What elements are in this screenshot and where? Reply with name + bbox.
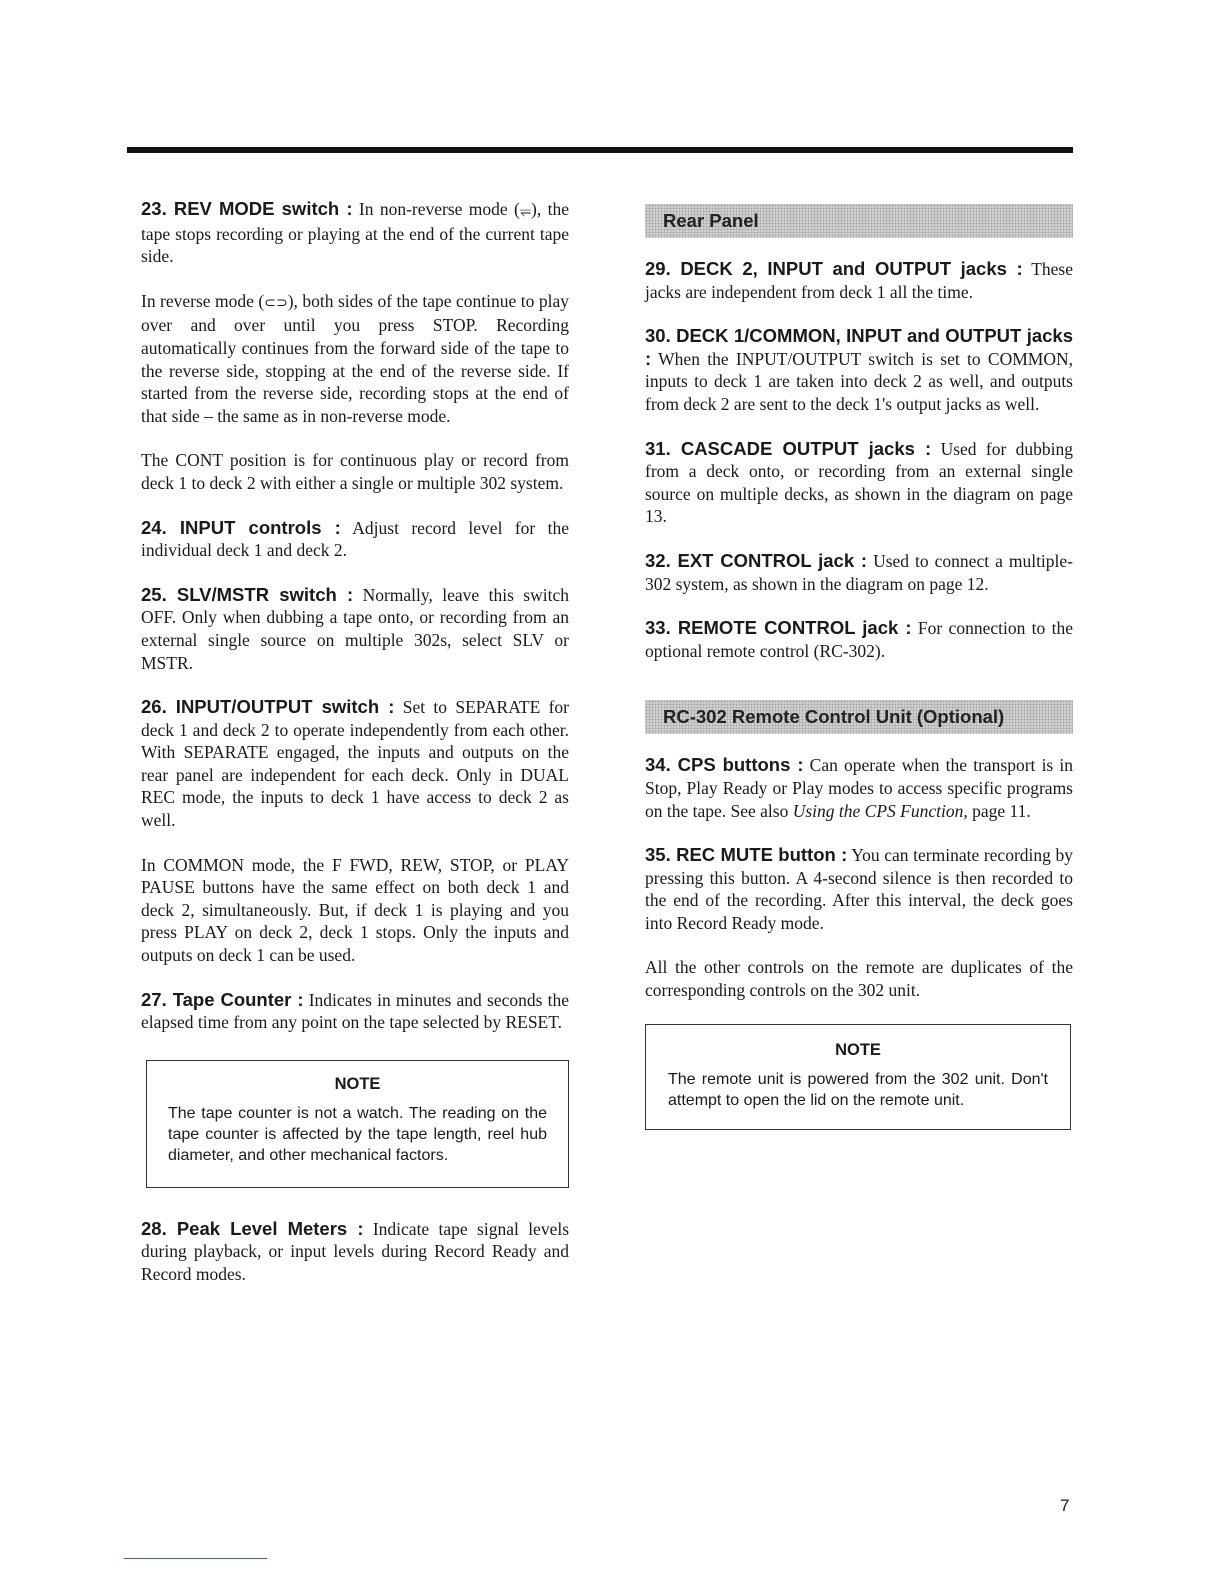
rear-panel-heading: Rear Panel bbox=[645, 204, 1073, 238]
item-25-slv-mstr: 25. SLV/MSTR switch : Normally, leave this switch OFF. Only when dubbing a tape onto, or recording from an external single source on multiple 302s, select SLV or MSTR. bbox=[141, 583, 569, 673]
item-35-rec-mute: 35. REC MUTE button : You can terminate recording by pressing this button. A 4-second silence is then recorded to the end of the recording. After this interval, the deck goes into Record Ready mode. bbox=[645, 844, 1073, 933]
item-24-input-controls: 24. INPUT controls : Adjust record level for the individual deck 1 and deck 2. bbox=[141, 516, 570, 561]
top-rule bbox=[127, 147, 1073, 153]
item-heading: 26. INPUT/OUTPUT switch : bbox=[141, 696, 395, 718]
item-heading: 34. CPS buttons : bbox=[645, 754, 804, 776]
item-heading: 23. REV MODE switch : bbox=[141, 198, 353, 219]
note-body: The remote unit is powered from the 302 unit. Don't attempt to open the lid on the remote unit. bbox=[668, 1070, 1048, 1109]
item-heading: 32. EXT CONTROL jack : bbox=[645, 549, 868, 571]
non-reverse-mode-icon: ⥫ bbox=[519, 203, 532, 219]
item-28-peak-level-meters: 28. Peak Level Meters : Indicate tape signal levels during playback, or input levels during Record Ready and Record modes. bbox=[141, 1217, 570, 1284]
cross-reference: Using the CPS Function, bbox=[792, 800, 968, 821]
item-heading: 31. CASCADE OUTPUT jacks : bbox=[645, 437, 932, 459]
page-number: 7 bbox=[1060, 1496, 1070, 1515]
item-heading: 29. DECK 2, INPUT and OUTPUT jacks : bbox=[645, 258, 1023, 279]
item-26-common-mode: In COMMON mode, the F FWD, REW, STOP, or PLAY PAUSE buttons have the same effect on both deck 1 and deck 2, simultaneously. But, if deck 1 is playing and you press PLAY on deck 2, deck 1 stops. Only the inputs and outputs on deck 1 can be used. bbox=[141, 854, 569, 966]
note-title: NOTE bbox=[835, 1040, 881, 1059]
item-heading: 30. DECK 1/COMMON, INPUT and OUTPUT jacks : bbox=[645, 325, 1073, 369]
item-31-cascade-output: 31. CASCADE OUTPUT jacks : Used for dubbing from a deck onto, or recording from an external single source on multiple decks, as shown in the diagram on page 13. bbox=[645, 437, 1074, 527]
item-32-ext-control: 32. EXT CONTROL jack : Used to connect a multiple-302 system, as shown in the diagram on page 12. bbox=[645, 549, 1073, 594]
item-30-deck1-common-jacks: 30. DECK 1/COMMON, INPUT and OUTPUT jacks : When the INPUT/OUTPUT switch is set to COMMON, inputs to deck 1 are taken into deck 2 as well, and outputs from deck 2 are sent to the deck 1's output jacks as well. bbox=[645, 325, 1073, 414]
item-23-rev-mode: 23. REV MODE switch : In non-reverse mode (⥫), the tape stops recording or playing at the end of the current tape side. bbox=[141, 198, 569, 267]
item-heading: 35. REC MUTE button : bbox=[645, 844, 848, 866]
item-heading: 27. Tape Counter : bbox=[141, 988, 304, 1010]
item-heading: 28. Peak Level Meters : bbox=[141, 1217, 364, 1239]
item-23-reverse-mode: In reverse mode (⊂⊃), both sides of the tape continue to play over and over until you press STOP. Recording automatically continues from the forward side of the tape to the reverse side, stopping at the end of the reverse side. If started from the reverse side, recording stops at the end of that side – the same as in non-reverse mode. bbox=[141, 290, 569, 426]
item-34-cps-buttons: 34. CPS buttons : Can operate when the transport is in Stop, Play Ready or Play modes to access specific programs on the tape. See also Using the CPS Function, page 11. bbox=[645, 754, 1073, 821]
note-title: NOTE bbox=[334, 1074, 381, 1093]
reverse-mode-icon: ⊂⊃ bbox=[264, 294, 288, 311]
note-box-remote-unit bbox=[645, 1024, 1071, 1130]
left-column bbox=[141, 198, 569, 1286]
footer-link-line bbox=[124, 1558, 267, 1559]
note-box-tape-counter bbox=[146, 1060, 569, 1188]
item-23-cont: The CONT position is for continuous play or record from deck 1 to deck 2 with either a single or multiple 302 system. bbox=[141, 450, 569, 493]
item-26-input-output: 26. INPUT/OUTPUT switch : Set to SEPARATE for deck 1 and deck 2 to operate independently from each other. With SEPARATE engaged, the inputs and outputs on the rear panel are independent for each deck. Only in DUAL REC mode, the inputs to deck 1 have access to deck 2 as well. bbox=[141, 696, 569, 831]
other-controls-paragraph: All the other controls on the remote are duplicates of the corresponding controls on the 302 unit. bbox=[645, 957, 1073, 1001]
item-29-deck2-jacks: 29. DECK 2, INPUT and OUTPUT jacks : These jacks are independent from deck 1 all the time. bbox=[645, 258, 1073, 302]
item-heading: 24. INPUT controls : bbox=[141, 516, 341, 538]
rc302-heading: RC-302 Remote Control Unit (Optional) bbox=[645, 700, 1073, 734]
right-column bbox=[645, 198, 1073, 1130]
item-heading: 33. REMOTE CONTROL jack : bbox=[645, 617, 912, 639]
note-body: The tape counter is not a watch. The reading on the tape counter is affected by the tape length, reel hub diameter, and other mechanical factors. bbox=[168, 1104, 547, 1164]
item-33-remote-control-jack: 33. REMOTE CONTROL jack : For connection to the optional remote control (RC-302). bbox=[645, 617, 1073, 661]
item-27-tape-counter: 27. Tape Counter : Indicates in minutes and seconds the elapsed time from any point on the tape selected by RESET. bbox=[141, 988, 570, 1033]
item-heading: 25. SLV/MSTR switch : bbox=[141, 583, 354, 605]
